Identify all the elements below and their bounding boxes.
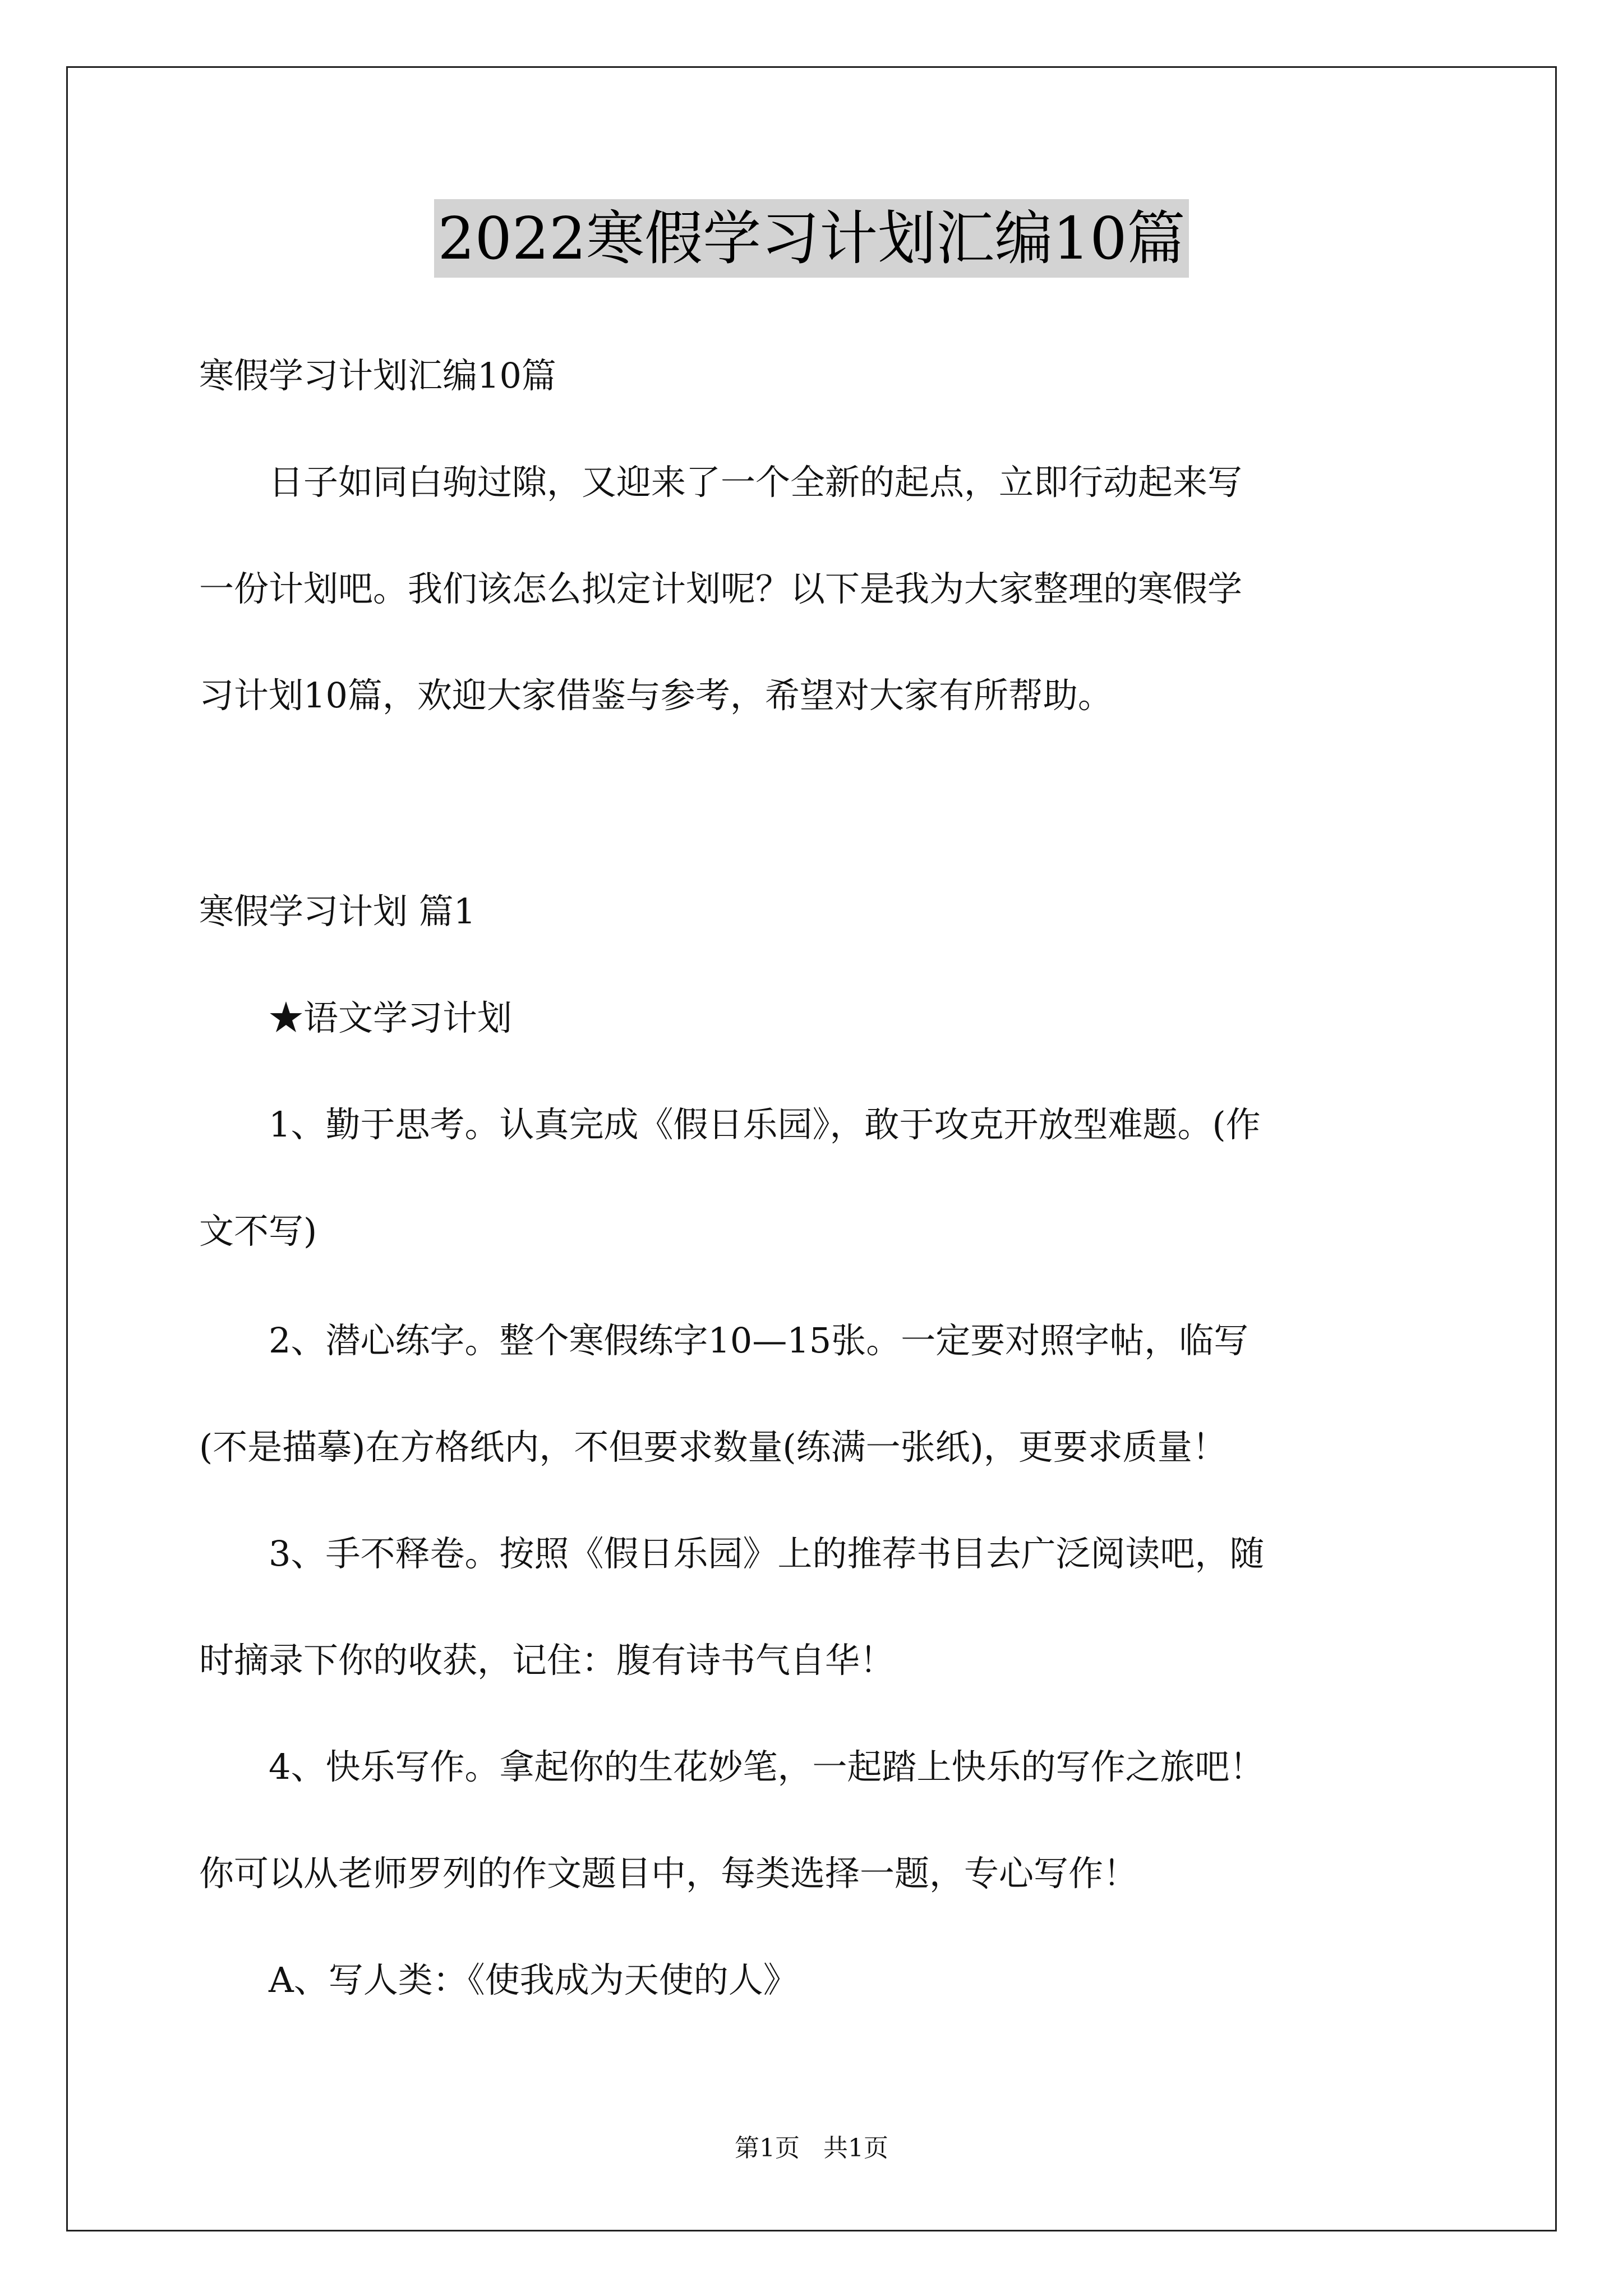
paragraph-line: 日子如同白驹过隙，又迎来了一个全新的起点，立即行动起来写 <box>199 462 1243 503</box>
paragraph-line: 你可以从老师罗列的作文题目中，每类选择一题，专心写作！ <box>199 1853 1138 1894</box>
paragraph-line: 4、快乐写作。拿起你的生花妙笔，一起踏上快乐的写作之旅吧！ <box>199 1746 1265 1787</box>
subtitle-line: 寒假学习计划汇编10篇 <box>199 355 556 396</box>
section-heading: 寒假学习计划 篇1 <box>199 891 476 932</box>
page-total: 共1页 <box>823 2134 888 2162</box>
paragraph-line: 文不写) <box>199 1211 317 1251</box>
paragraph-line: 一份计划吧。我们该怎么拟定计划呢？以下是我为大家整理的寒假学 <box>199 568 1243 609</box>
paragraph-line: A、写人类：《使我成为天使的人》 <box>199 1959 798 2000</box>
paragraph-line: 习计划10篇，欢迎大家借鉴与参考，希望对大家有所帮助。 <box>199 675 1113 716</box>
page-footer <box>0 2132 1623 2165</box>
paragraph-line: 2、潜心练字。整个寒假练字10—15张。一定要对照字帖，临写 <box>199 1320 1249 1361</box>
page-number: 第1页 <box>735 2134 800 2162</box>
paragraph-line: 3、手不释卷。按照《假日乐园》上的推荐书目去广泛阅读吧，随 <box>199 1533 1265 1574</box>
title-wrapper <box>0 199 1623 278</box>
paragraph-line: (不是描摹)在方格纸内，不但要求数量(练满一张纸)，更要求质量！ <box>199 1427 1227 1467</box>
paragraph-line: 1、勤于思考。认真完成《假日乐园》，敢于攻克开放型难题。(作 <box>199 1104 1261 1145</box>
paragraph-line: 时摘录下你的收获，记住：腹有诗书气自华！ <box>199 1640 895 1681</box>
document-title: 2022寒假学习计划汇编10篇 <box>434 199 1188 278</box>
subsection-heading: ★语文学习计划 <box>199 997 513 1038</box>
